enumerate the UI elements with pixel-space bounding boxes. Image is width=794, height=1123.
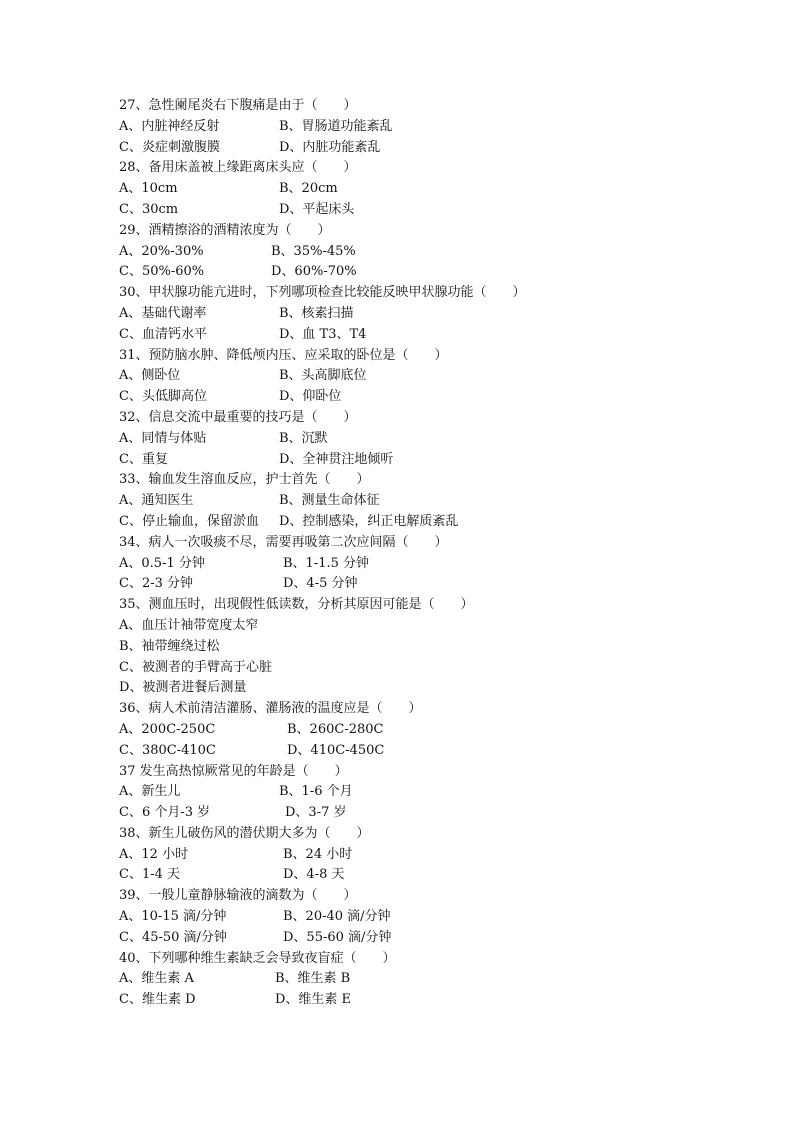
option-a: C、30cm	[119, 201, 179, 217]
option-b: B、核素扫描	[279, 305, 354, 321]
question-line: 38、新生儿破伤风的潜伏期大多为（ ）	[119, 825, 370, 841]
question-line: A、血压计袖带宽度太窄	[119, 617, 259, 633]
option-row	[119, 720, 739, 741]
option-row	[119, 782, 739, 803]
option-row	[119, 366, 739, 387]
option-a: C、2-3 分钟	[119, 576, 194, 592]
option-b: D、55-60 滴/分钟	[283, 929, 392, 945]
option-a: C、维生素 D	[119, 992, 196, 1008]
option-row	[119, 907, 739, 928]
option-a: A、12 小时	[119, 846, 189, 862]
question-line: 40、下列哪种维生素缺乏会导致夜盲症（ ）	[119, 950, 396, 966]
option-b: D、维生素 E	[275, 992, 352, 1008]
option-b: B、1-1.5 分钟	[283, 555, 370, 571]
option-row	[119, 491, 739, 512]
option-a: C、停止输血，保留淤血	[119, 513, 259, 529]
option-a: C、6 个月-3 岁	[119, 805, 211, 821]
option-b: B、头高脚底位	[279, 368, 367, 384]
question-line: 33、输血发生溶血反应，护士首先（ ）	[119, 472, 370, 488]
option-b: D、3-7 岁	[285, 805, 347, 821]
option-a: A、侧卧位	[119, 368, 181, 384]
option-a: A、同情与体贴	[119, 430, 207, 446]
option-row	[119, 117, 739, 138]
option-row	[119, 845, 739, 866]
question-line: B、袖带缠绕过松	[119, 638, 220, 654]
question-line: 28、备用床盖被上缘距离床头应（ ）	[119, 160, 357, 176]
option-a: A、10-15 滴/分钟	[119, 909, 227, 925]
option-row	[119, 179, 739, 200]
option-b: B、35%-45%	[271, 243, 356, 259]
question-line: 37 发生高热惊厥常见的年龄是（ ）	[119, 763, 348, 779]
option-b: D、血 T3、T4	[279, 326, 367, 342]
option-a: C、重复	[119, 451, 168, 467]
option-b: B、24 小时	[283, 846, 353, 862]
option-a: C、1-4 天	[119, 867, 181, 883]
option-b: B、沉默	[279, 430, 328, 446]
option-row	[119, 554, 739, 575]
question-line: 35、测血压时，出现假性低读数，分析其原因可能是（ ）	[119, 597, 474, 613]
option-b: B、20-40 滴/分钟	[283, 909, 391, 925]
option-row	[119, 512, 739, 533]
option-b: B、20cm	[279, 181, 338, 197]
question-line: 34、病人一次吸痰不尽，需要再吸第二次应间隔（ ）	[119, 534, 448, 550]
question-line: 27、急性阑尾炎右下腹痛是由于（ ）	[119, 98, 357, 113]
option-row	[119, 304, 739, 325]
option-row	[119, 990, 739, 1011]
option-b: D、平起床头	[279, 201, 355, 217]
option-b: D、60%-70%	[271, 264, 357, 280]
option-row	[119, 928, 739, 949]
option-a: A、0.5-1 分钟	[119, 555, 205, 571]
option-row	[119, 574, 739, 595]
option-row	[119, 200, 739, 221]
option-row	[119, 429, 739, 450]
option-b: B、维生素 B	[275, 971, 351, 987]
option-a: C、炎症刺激腹膜	[119, 139, 220, 155]
question-line: 31、预防脑水肿、降低颅内压、应采取的卧位是（ ）	[119, 347, 448, 363]
option-b: B、260C-280C	[287, 721, 384, 737]
option-row	[119, 262, 739, 283]
option-a: A、20%-30%	[119, 243, 204, 259]
option-a: A、基础代谢率	[119, 305, 207, 321]
option-row	[119, 741, 739, 762]
option-b: B、测量生命体征	[279, 493, 380, 509]
option-row	[119, 387, 739, 408]
option-a: A、10cm	[119, 181, 178, 197]
option-a: A、内脏神经反射	[119, 118, 220, 134]
option-a: C、头低脚高位	[119, 389, 207, 405]
question-line: 39、一般儿童静脉输液的滴数为（ ）	[119, 888, 357, 904]
option-b: D、410C-450C	[287, 742, 385, 758]
exam-page	[119, 96, 739, 1011]
option-b: D、4-5 分钟	[283, 576, 358, 592]
option-b: D、控制感染，纠正电解质紊乱	[279, 513, 459, 529]
option-a: A、通知医生	[119, 493, 194, 509]
option-a: A、200C-250C	[119, 721, 216, 737]
option-a: A、新生儿	[119, 784, 181, 800]
option-b: D、内脏功能紊乱	[279, 139, 381, 155]
option-row	[119, 803, 739, 824]
option-row	[119, 969, 739, 990]
option-a: C、50%-60%	[119, 264, 205, 280]
option-row	[119, 325, 739, 346]
option-a: C、血清钙水平	[119, 326, 207, 342]
option-row	[119, 242, 739, 263]
question-line: 36、病人术前清洁灌肠、灌肠液的温度应是（ ）	[119, 701, 422, 717]
option-row	[119, 865, 739, 886]
option-a: A、维生素 A	[119, 971, 194, 987]
question-line: C、被测者的手臂高于心脏	[119, 659, 272, 675]
option-b: B、胃肠道功能紊乱	[279, 118, 393, 134]
option-b: D、仰卧位	[279, 389, 342, 405]
question-line: 30、甲状腺功能亢进时，下列哪项检查比较能反映甲状腺功能（ ）	[119, 285, 526, 301]
question-line: 32、信息交流中最重要的技巧是（ ）	[119, 409, 357, 425]
question-line: 29、酒精擦浴的酒精浓度为（ ）	[119, 222, 331, 238]
option-row	[119, 138, 739, 159]
option-b: B、1-6 个月	[279, 784, 353, 800]
option-a: C、380C-410C	[119, 742, 216, 758]
option-a: C、45-50 滴/分钟	[119, 929, 227, 945]
option-b: D、4-8 天	[283, 867, 345, 883]
option-row	[119, 450, 739, 471]
option-b: D、全神贯注地倾听	[279, 451, 394, 467]
question-line: D、被测者进餐后测量	[119, 680, 247, 696]
